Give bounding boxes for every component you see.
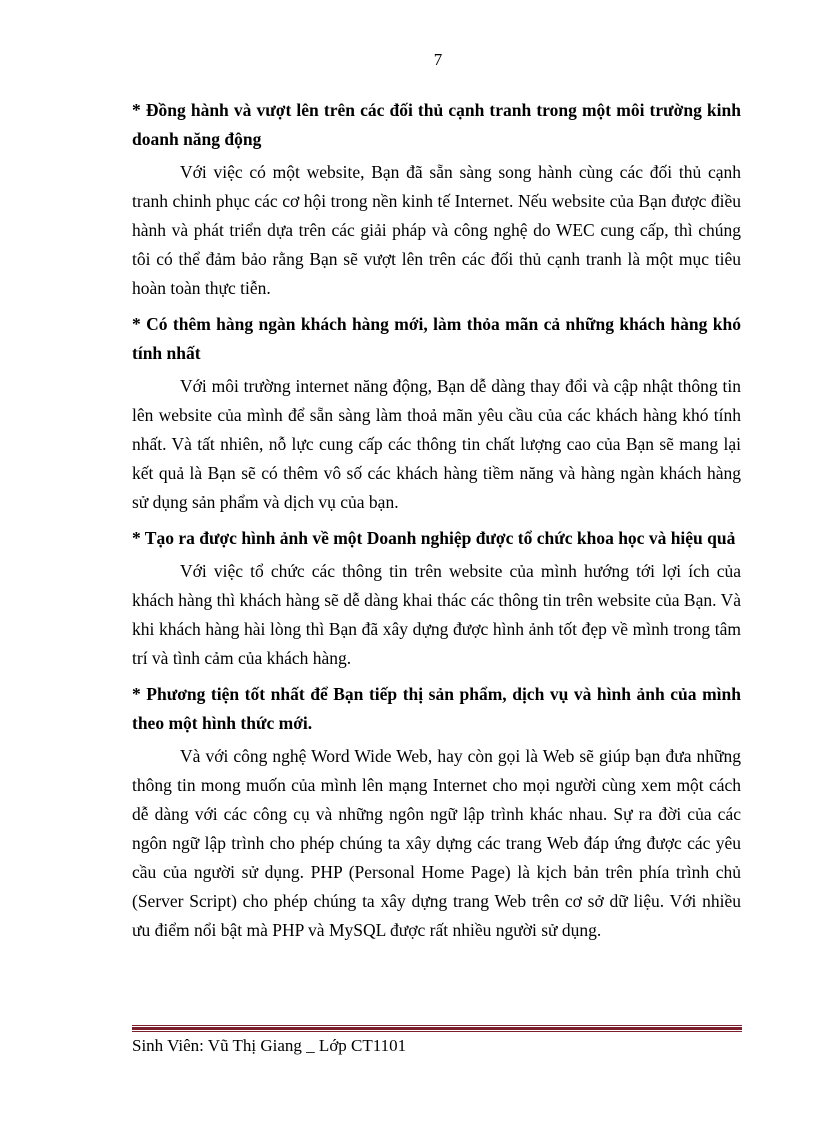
- footer-rule: [132, 1025, 742, 1032]
- section-competitors: [132, 96, 741, 303]
- section-marketing-medium: [132, 680, 741, 945]
- section-heading: * Tạo ra được hình ảnh về một Doanh nghiệp được tổ chức khoa học và hiệu quả: [132, 528, 736, 548]
- section-paragraph: Với việc tổ chức các thông tin trên website của mình hướng tới lợi ích của khách hàng thì khách hàng sẽ dễ dàng khai thác các thông tin trên website của Bạn. Và khi khách hàng hài lòng thì Bạn đã xây dựng được hình ảnh tốt đẹp về mình trong tâm trí và tình cảm của khách hàng.: [132, 561, 741, 668]
- section-business-image: [132, 524, 741, 673]
- page-number: 7: [433, 50, 443, 69]
- document-body: [132, 96, 741, 952]
- section-heading: * Đồng hành và vượt lên trên các đối thủ cạnh tranh trong một môi trường kinh doanh năng động: [132, 100, 741, 149]
- section-heading: * Có thêm hàng ngàn khách hàng mới, làm thỏa mãn cả những khách hàng khó tính nhất: [132, 314, 741, 363]
- section-paragraph: Với việc có một website, Bạn đã sẵn sàng song hành cùng các đối thủ cạnh tranh chinh phục các cơ hội trong nền kinh tế Internet. Nếu website của Bạn được điều hành và phát triển dựa trên các giải pháp và công nghệ do WEC cung cấp, thì chúng tôi có thể đảm bảo rằng Bạn sẽ vượt lên trên các đối thủ cạnh tranh là một mục tiêu hoàn toàn thực tiễn.: [132, 162, 741, 298]
- section-new-customers: [132, 310, 741, 517]
- footer-author-class: Sinh Viên: Vũ Thị Giang _ Lớp CT1101: [132, 1036, 407, 1055]
- section-paragraph: Với môi trường internet năng động, Bạn dễ dàng thay đổi và cập nhật thông tin lên website của mình để sẵn sàng làm thoả mãn yêu cầu của các khách hàng khó tính nhất. Và tất nhiên, nỗ lực cung cấp các thông tin chất lượng cao của Bạn sẽ mang lại kết quả là Bạn sẽ có thêm vô số các khách hàng tiềm năng và hàng ngàn khách hàng sử dụng sản phẩm và dịch vụ của bạn.: [132, 376, 741, 512]
- section-paragraph: Và với công nghệ Word Wide Web, hay còn gọi là Web sẽ giúp bạn đưa những thông tin mong muốn của mình lên mạng Internet cho mọi người cùng xem một cách dễ dàng với các công cụ và những ngôn ngữ lập trình khác nhau. Sự ra đời của các ngôn ngữ lập trình cho phép chúng ta xây dựng các trang Web đáp ứng được các yêu cầu của người sử dụng. PHP (Personal Home Page) là kịch bản trên phía trình chủ (Server Script) cho phép chúng ta xây dựng trang Web trên cơ sở dữ liệu. Với nhiều ưu điểm nổi bật mà PHP và MySQL được rất nhiều người sử dụng.: [132, 746, 741, 940]
- footer-rule-thin-bottom: [132, 1031, 742, 1032]
- footer-rule-thick: [132, 1027, 742, 1030]
- section-heading: * Phương tiện tốt nhất để Bạn tiếp thị sản phẩm, dịch vụ và hình ảnh của mình theo một hình thức mới.: [132, 684, 741, 733]
- footer-rule-thin-top: [132, 1025, 742, 1026]
